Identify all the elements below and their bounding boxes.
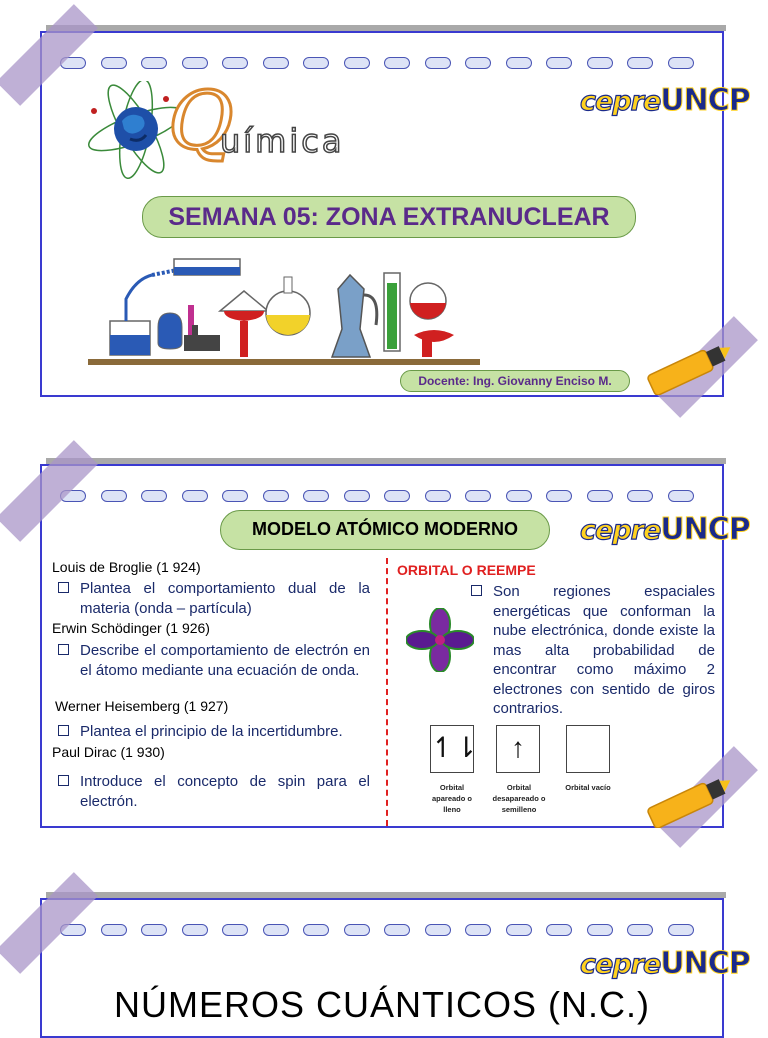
slide-title-pill [142, 196, 636, 238]
paired-arrows-icon: ↿⇂ [431, 732, 478, 763]
orbital-definition: Son regiones espaciales energéticas que conforman la nube electrónica, donde existe la mas alta probabilidad de encontrar como máximo 2 electrones con sentido de giros contrarios. [493, 582, 715, 719]
ring-icon [668, 57, 694, 69]
subject-title [164, 74, 364, 171]
orbital-label: Orbital vacío [565, 783, 611, 792]
ring-icon [303, 57, 329, 69]
ring-icon [344, 924, 370, 936]
cepre-uncp-logo: cepreUNCP [580, 512, 750, 547]
ring-icon [344, 57, 370, 69]
ring-icon [263, 57, 289, 69]
ring-icon [465, 490, 491, 502]
slide-title: MODELO ATÓMICO MODERNO [252, 519, 518, 539]
orbital-box-full [430, 725, 478, 773]
ring-icon [141, 57, 167, 69]
scientist-name: Erwin Schödinger (1 926) [52, 620, 210, 636]
ring-icon [546, 924, 572, 936]
checkbox-bullet-icon [58, 644, 69, 655]
bullet-item: Plantea el comportamiento dual de la materia (onda – partícula) [80, 579, 370, 618]
ring-icon [101, 490, 127, 502]
ring-icon [627, 924, 653, 936]
bullet-item: Plantea el principio de la incertidumbre. [80, 722, 370, 742]
orbital-box-empty [566, 725, 610, 773]
checkbox-bullet-icon [471, 585, 482, 596]
orbital-box-half [496, 725, 540, 773]
bullet-item: Describe el comportamiento de electrón en el átomo mediante una ecuación de onda. [80, 641, 370, 680]
ring-icon [182, 924, 208, 936]
ring-icon [465, 924, 491, 936]
orbital-lobes-icon [406, 608, 474, 672]
ring-icon [141, 490, 167, 502]
slide-title: SEMANA 05: ZONA EXTRANUCLEAR [168, 203, 610, 231]
binder-rings [60, 490, 708, 504]
binder-rings [60, 924, 708, 938]
ring-icon [182, 57, 208, 69]
orbital-label: Orbital desapareado o semilleno [492, 783, 546, 814]
teacher-pill [400, 370, 630, 392]
ring-icon [627, 490, 653, 502]
scientist-name: Louis de Broglie (1 924) [52, 559, 201, 575]
checkbox-bullet-icon [58, 582, 69, 593]
ring-icon [303, 924, 329, 936]
slide-title-pill [220, 510, 550, 550]
ring-icon [384, 490, 410, 502]
cepre-uncp-logo: cepreUNCP [580, 83, 750, 118]
ring-icon [222, 490, 248, 502]
ring-icon [384, 57, 410, 69]
ring-icon [263, 924, 289, 936]
orbital-label: Orbital apareado o lleno [431, 783, 472, 814]
up-arrow-icon: ↑ [511, 732, 525, 763]
scientist-name: Werner Heisemberg (1 927) [55, 698, 229, 714]
ring-icon [587, 57, 613, 69]
scientist-name: Paul Dirac (1 930) [52, 744, 165, 760]
ring-icon [101, 57, 127, 69]
ring-icon [222, 57, 248, 69]
highlighter-icon [640, 335, 740, 395]
ring-icon [506, 57, 532, 69]
ring-icon [546, 57, 572, 69]
binder-rings [60, 57, 708, 71]
ring-icon [587, 490, 613, 502]
ring-icon [627, 57, 653, 69]
subject-q: Q [168, 74, 234, 167]
ring-icon [465, 57, 491, 69]
slide-3 [40, 898, 750, 1038]
ring-icon [384, 924, 410, 936]
bullet-item: Introduce el concepto de spin para el electrón. [80, 772, 370, 811]
ring-icon [141, 924, 167, 936]
checkbox-bullet-icon [58, 725, 69, 736]
ring-icon [587, 924, 613, 936]
teacher-name: Docente: Ing. Giovanny Enciso M. [418, 374, 612, 388]
ring-icon [668, 924, 694, 936]
ring-icon [182, 490, 208, 502]
ring-icon [425, 57, 451, 69]
ring-icon [263, 490, 289, 502]
ring-icon [506, 490, 532, 502]
ring-icon [344, 490, 370, 502]
ring-icon [303, 490, 329, 502]
checkbox-bullet-icon [58, 775, 69, 786]
ring-icon [506, 924, 532, 936]
cepre-uncp-logo: cepreUNCP [580, 946, 750, 981]
lab-equipment-illustration [88, 255, 480, 367]
ring-icon [425, 924, 451, 936]
slide-2 [40, 464, 750, 828]
ring-icon [546, 490, 572, 502]
slide-1 [40, 31, 750, 397]
subject-word [164, 81, 165, 82]
column-divider [386, 558, 388, 826]
ring-icon [668, 490, 694, 502]
ring-icon [101, 924, 127, 936]
subject-rest: uímica [220, 122, 345, 160]
ring-icon [222, 924, 248, 936]
slide-title: NÚMEROS CUÁNTICOS (N.C.) [114, 984, 650, 1025]
ring-icon [425, 490, 451, 502]
orbital-heading: ORBITAL O REEMPE [397, 562, 536, 578]
highlighter-icon [640, 768, 740, 828]
